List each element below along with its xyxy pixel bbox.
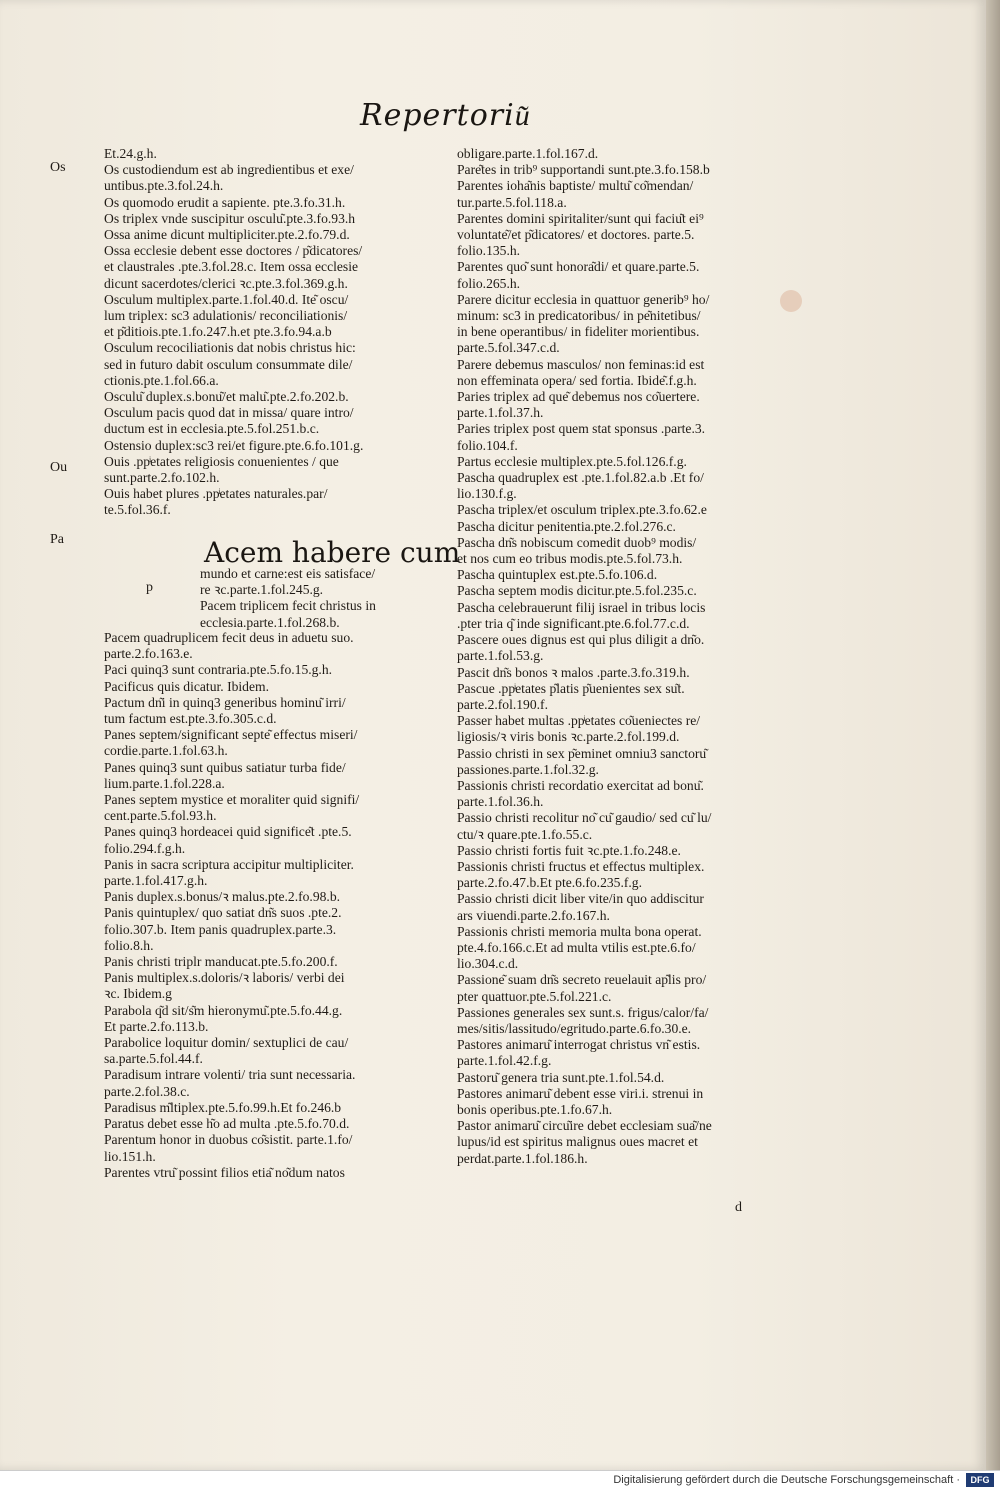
text-line: Panes quinq3 hordeacei quid significe͂t .pte.5. [104,824,352,840]
text-line: Parentes quo͂ sunt honora͂di/ et quare.parte.5. [457,259,700,275]
text-line: Osculu͂ duplex.s.bonu͂/et malu͂.pte.2.fo.202.b. [104,389,349,405]
text-line: Pastoru͂ genera tria sunt.pte.1.fol.54.d. [457,1069,665,1085]
text-line: Pascha quadruplex est .pte.1.fol.82.a.b .Et fo/ [457,470,704,486]
text-line: Et parte.2.fo.113.b. [104,1018,209,1034]
text-line: Paries triplex ad que͂ debemus nos co͂uertere. [457,389,700,405]
text-line: Panis duplex.s.bonus/ꝛ malus.pte.2.fo.98.b. [104,889,341,905]
text-line: dicunt sacerdotes/clerici ꝛc.pte.3.fol.369.g.h. [104,275,348,291]
text-line: Pacem quadruplicem fecit deus in aduetu suo. [104,630,354,645]
text-line: tum factum est.pte.3.fo.305.c.d. [104,711,277,727]
text-line: sed in futuro dabit osculum consummate dile/ [104,356,353,372]
text-line: Osculum pacis quod dat in missa/ quare intro/ [104,405,354,421]
text-line: parte.5.fol.347.c.d. [457,340,560,356]
text-line: parte.2.fol.190.f. [457,696,548,712]
pacem-block [200,566,430,631]
footer-credit: Digitalisierung gefördert durch die Deutsche Forschungsgemeinschaft · [613,1474,960,1486]
text-line: Pascue .ppͥetates p͂latis p͂uenientes sex su͂t. [457,680,685,696]
text-line: ꝛc. Ibidem.g [104,986,172,1002]
text-line: mes/sitis/lassitudo/egritudo.parte.6.fo.30.e. [457,1020,692,1036]
text-line: lupus/id est spiritus malignus oues macret et [457,1134,698,1150]
pacem-initial: Acem habere cum [204,536,461,569]
text-line: Ouis habet plures .ppͥetates naturales.par/ [104,486,328,502]
text-line: Parabolice loquitur domin/ sextuplici de cau/ [104,1035,349,1051]
text-line: Pacem triplicem fecit christus in [200,598,376,614]
text-line: parte.2.fol.38.c. [104,1083,190,1099]
text-line: Passionis christi fructus et effectus multiplex. [457,858,705,874]
text-line: Partus ecclesie multiplex.pte.5.fol.126.f.g. [457,453,687,469]
text-line: Paradisum intrare volenti/ tria sunt necessaria. [104,1067,356,1083]
text-line: parte.2.fo.163.e. [104,646,193,662]
text-line: te.5.fol.36.f. [104,502,171,518]
text-line: Parere debemus masculos/ non feminas:id est [457,356,705,372]
text-line: Ostensio duplex:sc3 rei/et figure.pte.6.fo.101.g. [104,437,364,453]
p-mark: p [146,580,153,595]
text-line: Pascha dn͂s nobiscum comedit duob⁹ modis/ [457,534,697,550]
text-line: parte.1.fol.417.g.h. [104,873,208,889]
text-line: folio.135.h. [457,243,521,259]
margin-note-ou: Ou [50,460,68,475]
text-line: Pare͂tes in trib⁹ supportandi sunt.pte.3.fo.158.b [457,162,710,178]
margin-note-os: Os [50,160,66,175]
text-line: re ꝛc.parte.1.fol.245.g. [200,582,324,598]
left-column [104,146,426,519]
text-line: bonis operibus.pte.1.fo.67.h. [457,1101,613,1117]
text-line: et claustrales .pte.3.fol.28.c. Item ossa ecclesie [104,259,359,275]
text-line: Panis christi triplr manducat.pte.5.fo.200.f. [104,954,338,970]
text-line: Passio christi dicit liber vite/in quo addiscitur [457,891,704,907]
text-line: Passionis christi recordatio exercitat ad bonu͂. [457,777,704,793]
text-line: Pascha dicitur penitentia.pte.2.fol.276.c. [457,518,676,534]
text-line: Pascit dn͂s bonos ꝛ malos .parte.3.fo.319.h. [457,664,690,680]
text-line: Ossa anime dicunt multipliciter.pte.2.fo.79.d. [104,227,350,243]
text-line: Passiones generales sex sunt.s. frigus/calor/fa/ [457,1004,709,1020]
text-line: cent.parte.5.fol.93.h. [104,808,217,824]
text-line: Panes septem mystice et moraliter quid signifi/ [104,792,360,808]
text-line: lium.parte.1.fol.228.a. [104,775,225,791]
text-line: Os custodiendum est ab ingredientibus et exe/ [104,162,354,178]
footer-bar [0,1470,1000,1491]
text-line: ligiosis/ꝛ viris bonis ꝛc.parte.2.fol.199.d. [457,729,680,745]
text-line: lio.130.f.g. [457,486,517,502]
text-line: Panis multiplex.s.doloris/ꝛ laboris/ verbi dei [104,970,345,986]
text-line: non effeminata opera/ sed fortia. Ibide͂.f.g.h. [457,372,697,388]
text-line: Paries triplex post quem stat sponsus .parte.3. [457,421,706,437]
text-line: Pastor animaru͂ circu͂ire debet ecclesiam sua͂/ne [457,1118,712,1134]
text-line: parte.1.fol.42.f.g. [457,1053,552,1069]
text-line: Os quomodo erudit a sapiente. pte.3.fo.31.h. [104,194,346,210]
text-line: Pacificus quis dicatur. Ibidem. [104,678,269,694]
text-line: folio.104.f. [457,437,518,453]
text-line: parte.1.fol.37.h. [457,405,544,421]
page-header: Repertoriu͂ [360,98,531,133]
text-line: Pascha septem modis dicitur.pte.5.fol.235.c. [457,583,697,599]
text-line: ductum est in ecclesia.pte.5.fol.251.b.c. [104,421,320,437]
text-line: Ossa ecclesie debent esse doctores / p͂dicatores/ [104,243,363,259]
text-line: Paradisus m͂ltiplex.pte.5.fo.99.h.Et fo.246.b [104,1099,342,1115]
text-line: Paci quinq3 sunt contraria.pte.5.fo.15.g.h. [104,662,333,678]
text-line: Pastores animaru͂ interrogat christus vn͂ estis. [457,1037,701,1053]
text-line: Parabola q͂d sit/s͂m hieronymu͂.pte.5.fo.44.g. [104,1002,343,1018]
text-line: Osculum recociliationis dat nobis christus hic: [104,340,356,356]
text-line: Panis quintuplex/ quo satiat dn͂s suos .pte.2. [104,905,342,921]
text-line: Pascha quintuplex est.pte.5.fo.106.d. [457,567,658,583]
text-line: in bene operantibus/ in fideliter morientibus. [457,324,700,340]
text-line: lio.151.h. [104,1148,156,1164]
text-line: Passio christi recolitur no͂ cu͂ gaudio/ sed cu͂ lu/ [457,810,712,826]
text-line: et p͂ditiois.pte.1.fo.247.h.et pte.3.fo.94.a.b [104,324,332,340]
text-line: obligare.parte.1.fol.167.d. [457,146,599,161]
text-line: minum: sc3 in predicatoribus/ in pe͂nitetibus/ [457,308,701,324]
text-line: perdat.parte.1.fol.186.h. [457,1150,588,1166]
text-line: Passio christi in sex p͂eminet omniu3 sanctoru͂ [457,745,707,761]
text-line: Panis in sacra scriptura accipitur multipliciter. [104,856,354,872]
text-line: lum triplex: sc3 adulationis/ reconciliationis/ [104,308,348,324]
text-line: sa.parte.5.fol.44.f. [104,1051,203,1067]
text-line: parte.2.fo.47.b.Et pte.6.fo.235.f.g. [457,875,642,891]
text-line: ctionis.pte.1.fol.66.a. [104,372,219,388]
text-line: et nos cum eo tribus modis.pte.5.fol.73.h. [457,551,683,567]
signature-mark: d [735,1200,742,1215]
text-line: folio.307.b. Item panis quadruplex.parte.3. [104,921,337,937]
text-line: Parentes ioha͂nis baptiste/ multu͂ co͂mendan/ [457,178,694,194]
text-line: mundo et carne:est eis satisface/ [200,566,376,581]
text-line: Pactum dn͂i in quinq3 generibus hominu͂ irri/ [104,694,346,710]
text-line: parte.1.fol.36.h. [457,794,544,810]
text-line: Passione͂ suam dn͂s secreto reuelauit ap͂lis pro/ [457,972,707,988]
margin-note-pa: Pa [50,532,64,547]
text-line: Osculum multiplex.parte.1.fol.40.d. Ite͂ oscu/ [104,291,349,307]
text-line: Pascha triplex/et osculum triplex.pte.3.fo.62.e [457,502,707,518]
text-line: tur.parte.5.fol.118.a. [457,194,567,210]
text-line: Panes quinq3 sunt quibus satiatur turba fide/ [104,759,346,775]
text-line: Parere dicitur ecclesia in quattuor generib⁹ ho/ [457,291,710,307]
left-column-continued [104,630,426,1181]
text-line: Panes septem/significant septe͂ effectus miseri/ [104,727,358,743]
text-line: folio.8.h. [104,937,154,953]
text-line: cordie.parte.1.fol.63.h. [104,743,228,759]
dfg-logo: DFG [966,1473,994,1487]
text-line: parte.1.fol.53.g. [457,648,544,664]
text-line: ecclesia.parte.1.fol.268.b. [200,614,340,630]
text-line: pte.4.fo.166.c.Et ad multa vtilis est.pte.6.fo/ [457,939,696,955]
text-line: Pascha celebrauerunt filij israel in tribus locis [457,599,706,615]
text-line: Ouis .ppͥetates religiosis conuenientes / que [104,453,339,469]
text-line: folio.265.h. [457,275,521,291]
text-line: Parentum honor in duobus co͂sistit. parte.1.fo/ [104,1132,353,1148]
text-line: Os triplex vnde suscipitur osculu͂.pte.3.fo.93.h [104,210,356,226]
text-line: folio.294.f.g.h. [104,840,186,856]
text-line: untibus.pte.3.fol.24.h. [104,178,224,194]
text-line: Parentes domini spiritaliter/sunt qui faciu͂t ei⁹ [457,210,704,226]
text-line: ctu/ꝛ quare.pte.1.fo.55.c. [457,826,593,842]
text-line: pter quattuor.pte.5.fol.221.c. [457,988,612,1004]
text-line: voluntate͂/et p͂dicatores/ et doctores. parte.5. [457,227,695,243]
page-edge [986,0,1000,1470]
text-line: Parentes vtru͂ possint filios etia͂ no͂dum natos [104,1164,345,1180]
text-line: Passionis christi memoria multa bona operat. [457,923,702,939]
text-line: Et.24.g.h. [104,146,157,161]
text-line: Passer habet multas .ppͥetates co͂ueniectes re/ [457,713,701,729]
text-line: sunt.parte.2.fo.102.h. [104,470,220,486]
right-column [457,146,787,1167]
text-line: passiones.parte.1.fol.32.g. [457,761,599,777]
text-line: Passio christi fortis fuit ꝛc.pte.1.fo.248.e. [457,842,681,858]
text-line: .pter tria q͂ inde significant.pte.6.fol.77.c.d. [457,615,690,631]
text-line: lio.304.c.d. [457,956,519,972]
text-line: Paratus debet esse h͂o ad multa .pte.5.fo.70.d. [104,1116,350,1132]
text-line: Pascere oues dignus est qui plus diligit a dn͂o. [457,632,705,648]
text-line: Pastores animaru͂ debent esse viri.i. strenui in [457,1085,704,1101]
text-line: ars viuendi.parte.2.fo.167.h. [457,907,610,923]
